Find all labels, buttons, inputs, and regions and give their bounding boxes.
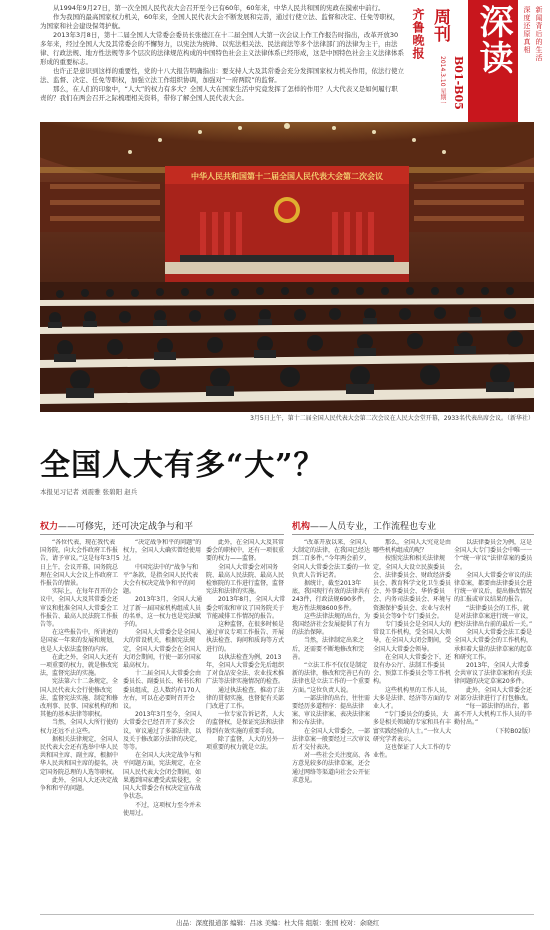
article-paragraph: 以法律委员会为例，这是全国人大专门委员会中唯一一个“统一审议”法律草案的委员会。 <box>454 539 533 571</box>
section-heading-organization <box>292 519 436 532</box>
article-paragraph: 2013年3月至今，全国人大常委会已经召开了多次会议，审议通过了多部法律，以及关于修改部分法律的决定，等等。 <box>123 711 203 752</box>
article-paragraph: “每一部法律的出台，都离不开人大机构工作人员的辛勤付出。” <box>454 703 533 727</box>
article-paragraph: 当然，法律制定出来之后，还需要不断地修改和完善。 <box>292 637 365 661</box>
article-paragraph: “改革开放以来，全国人大制定的法律，在我国已经达到二百多件。”今年两会前夕，全国人大常委会法工委的一位负责人告诉记者。 <box>292 539 371 579</box>
article-paragraph: “各位代表，现在我代表国务院，向大会作政府工作报告，请予审议。”这是每年3月5日上午，会议开幕，国务院总理在全国人大会议上作政府工作报告的情景。 <box>40 539 120 588</box>
article-column <box>454 539 534 911</box>
article-column <box>40 539 120 911</box>
article-paragraph: 2013年，全国人大常委会共审议了法律草案和有关法律问题的决定草案20多件。 <box>454 662 533 686</box>
article-column <box>123 539 203 911</box>
article-paragraph: 2013年3月，全国人大通过了新一届国家机构组成人员的名单，这一权力也是宪法赋予的。 <box>123 596 203 629</box>
photo-banner: 中华人民共和国第十二届全国人民代表大会第二次会议 <box>191 172 383 181</box>
article-column <box>292 539 372 911</box>
article-paragraph: 据统计，截至2013年底，我国现行有效的法律共有243件，行政法规690多件，地方性法规8600多件。 <box>292 580 371 612</box>
article-paragraph: 一位专家告诉记者，人大的监督权，是保证宪法和法律得到有效实施的重要手段。 <box>206 711 285 735</box>
masthead-title: 深读 <box>473 4 513 76</box>
photo-caption: 3月5日上午，第十二届全国人民代表大会第二次会议在人民大会堂开幕，2933名代表出席会议。（新华社） <box>250 415 534 422</box>
article-paragraph: 在这些报告中，所讲述的是国家一年来的发展和规划，也是人大依法监督的内容。 <box>40 629 119 653</box>
article-paragraph: 一部法律的出台，往往需要经历多道程序：提出法律案、审议法律案、表决法律案和公布法律。 <box>292 694 371 727</box>
article-paragraph: 这种监督，在很多时候是通过审议专项工作报告、开展执法检查、询问和质询等方式进行的。 <box>206 621 285 653</box>
article-paragraph: 全国人大常委会法工委是全国人大常委会的工作机构，承担着大量的法律草案的起草和研究工作。 <box>454 629 533 661</box>
article-paragraph: （下转B02版） <box>492 727 534 735</box>
article-paragraph: “法律委员会的工作，就是对法律草案进行统一审议，把好法律出台前的最后一关。” <box>454 604 533 629</box>
section-heading-power <box>40 519 193 532</box>
article-paragraph: 2013年8月，全国人大常委会听取和审议了国务院关于节能减排工作情况的报告。 <box>206 596 286 620</box>
article-paragraph: 那么，全国人大究竟是由哪些机构组成的呢？ <box>373 539 452 555</box>
footer-rule <box>40 914 534 915</box>
masthead-tagline: 新闻背后的生活 <box>535 6 543 62</box>
article-paragraph: 专门委员会是全国人大的常设工作机构，受全国人大领导，在全国人大闭会期间，受全国人大常委会领导。 <box>373 621 452 653</box>
section-rule <box>40 534 284 535</box>
article-paragraph: “立法工作不仅仅是制定新的法律，修改和完善已有的法律也是立法工作的一个重要方面。”这位负责人说。 <box>292 662 371 694</box>
intro-paragraph: 作为我国的最高国家权力机关，60年来，全国人民代表大会不断发展和完善，通过行使立法、监督和决定、任免等职权，为国家和社会建设保驾护航。 <box>40 13 400 30</box>
article-paragraph: 在此之外，全国人大还有一项重要的权力，就是修改宪法，监督宪法的实施。 <box>40 653 119 678</box>
intro-paragraph: 2013年3月8日，第十二届全国人大常委会委员长张德江在十二届全国人大第一次会议上作工作报告时指出，改革开放30多年来，经过全国人大及其常委会的不懈努力，以宪法为统帅、以宪法相关法、民法商法等多个法律部门的法律为主干，由法律、行政法规、地方性法规等多个层次的法律规范构成的中国特色社会主义法律体系已经形成，这是中国特色社会主义法律体系形成的重要标志。 <box>40 31 404 66</box>
article-paragraph: 十二届全国人大常委会由委员长、副委员长、秘书长和委员组成，总人数约有170人左右，可以在必要时召开会议。 <box>123 670 202 711</box>
masthead-date: 2014.3.10 星期一 <box>439 56 446 107</box>
article-paragraph: 此外，在全国人大及其常委会的职权中，还有一项很重要的权力——监督。 <box>206 539 285 563</box>
section-prefix: 机构 <box>292 522 311 532</box>
article-paragraph: 在全国人大常委会，一部法律草案一般要经过三次审议后才交付表决。 <box>292 727 371 752</box>
masthead-brand: 齐鲁晚报 <box>411 8 425 60</box>
article-paragraph: 以执法检查为例，2013年，全国人大常委会先后组织了对食品安全法、农业技术推广法等法律实施情况的检查。 <box>206 653 285 686</box>
masthead-tagline: 深度还原真相 <box>523 6 531 54</box>
article-paragraph: 此外，全国人大常委会还对部分法律进行了打包修改。 <box>454 686 533 702</box>
headline: 全国人大有多“大”？ <box>40 448 325 483</box>
masthead-pages: B01-B05 <box>452 56 465 110</box>
section-rule <box>292 534 534 535</box>
article-paragraph: 按照宪法和相关法律规定，全国人大设立民族委员会、法律委员会、财政经济委员会、教育科学文化卫生委员会、外事委员会、华侨委员会、内务司法委员会、环境与资源保护委员会、农业与农村委员会等9个专门委员会。 <box>373 555 452 620</box>
intro-paragraph: 那么，在人们的印象中，“人大”的权力有多大？全国人大在国家生活中究竟发挥了怎样的作用？人大代表又是如何履行职责的？我们在两会召开之际梳理相关资料，带你了解全国人民代表大会。 <box>40 85 398 102</box>
section-title: ——人员专业，工作流程也专业 <box>310 522 437 532</box>
article-paragraph: 据相关法律规定，全国人民代表大会还有选举中华人民共和国主席、副主席，根据中华人民共和国主席的提名，决定国务院总理的人选等职权。 <box>40 735 119 776</box>
article-paragraph: 实际上，在每年召开的会议中，全国人大及其常委会还审议和批准全国人大常委会工作报告、最高人民法院工作报告等。 <box>40 588 119 629</box>
article-paragraph: “决定战争和平的问题”的权力，全国人大确实曾经使用过。 <box>123 539 202 563</box>
article-column <box>206 539 286 911</box>
page-footer: 出品：深度报道部 编辑：吕冰 美编：杜大伟 组版：张国 校对：余晓红 <box>176 919 380 927</box>
article-paragraph: 这也保证了人大工作的专业性。 <box>373 744 452 760</box>
article-paragraph: 全国人大常委会审议的法律草案，都要由法律委员会进行统一审议后，提出修改情况的汇报或审议结果的报告。 <box>454 571 533 604</box>
article-paragraph: 这些法律法规的出台，为我国经济社会发展提供了有力的法治保障。 <box>292 612 371 637</box>
article-paragraph: 当然，全国人大所行使的权力还远不止这些。 <box>40 719 119 735</box>
masthead-weekly: 周刊 <box>430 8 450 42</box>
article-paragraph: 在全国人大常委会下，还设有办公厅、法制工作委员会、预算工作委员会等工作机构。 <box>373 653 452 686</box>
article-paragraph: 此外，全国人大还决定战争和和平的问题。 <box>40 776 119 793</box>
article-paragraph: “专门委员会的委员，大多是相关领域的专家和具有丰富实践经验的人士。”一位人大研究学者表示。 <box>373 711 452 743</box>
article-paragraph: 对一些社会关注度高、各方意见较多的法律草案，还会通过网络等渠道向社会公开征求意见。 <box>292 752 371 784</box>
article-paragraph: 在全国人大决定战争与和平问题方面，宪法规定，在全国人民代表大会闭会期间，如果遇到国家遭受武装侵犯，全国人大常委会有权决定宣布战争状态。 <box>123 752 202 801</box>
section-prefix: 权力 <box>40 522 59 532</box>
article-paragraph: 全国人大常委会对国务院、最高人民法院、最高人民检察院的工作进行监督，监督宪法和法律的实施。 <box>206 563 285 596</box>
masthead <box>408 0 550 122</box>
intro-paragraph: 从1994年9月27日，第一次全国人民代表大会召开至今已有60年，60年来，中华人民共和国的宪政在摸索中前行。 <box>53 4 385 12</box>
article-paragraph: 中国宪法中的“战争与和平”条款，是指全国人民代表大会有权决定战争和平的问题。 <box>123 563 199 596</box>
article-paragraph: 宪法第六十二条规定，全国人民代表大会行使修改宪法、监督宪法实施、制定和修改刑事、民事、国家机构的和其他的基本法律等职权。 <box>40 678 119 719</box>
intro-paragraph: 也许正是意识到这样的重要性，党的十八大报告明确指出：要支持人大及其常委会充分发挥国家权力机关作用，依法行使立法、监督、决定、任免等职权，加强立法工作组织协调，加强对“一府两院”的监督。 <box>40 67 404 84</box>
article-paragraph: 通过执法检查，推动了法律的贯彻实施，也督促有关部门改进了工作。 <box>206 686 285 711</box>
assembly-hall-photo <box>40 122 534 412</box>
article-paragraph: 全国人大常委会是全国人大的常设机关，根据宪法规定，全国人大常委会在全国人大闭会期间，行使一部分国家最高权力。 <box>123 629 202 670</box>
masthead-title-block <box>468 0 518 122</box>
article-paragraph: 除了监督，人大的另外一项重要的权力就是立法。 <box>206 735 285 752</box>
intro-text <box>40 4 404 122</box>
byline: 本报见习记者 刘震雅 张碧阳 赵兵 <box>40 488 138 496</box>
article-column <box>373 539 453 911</box>
section-title: ——可修宪，还可决定战争与和平 <box>58 522 194 532</box>
article-paragraph: 这些机构里的工作人员，大多是法律、经济等方面的专业人才。 <box>373 686 452 711</box>
article-paragraph: 不过，这项权力至今并未使用过。 <box>123 801 202 817</box>
